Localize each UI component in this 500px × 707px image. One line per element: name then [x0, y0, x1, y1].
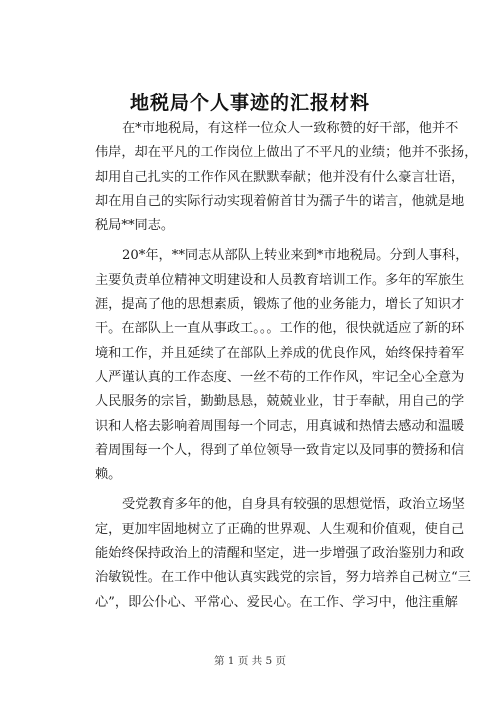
document-title: 地税局个人事迹的汇报材料 [129, 92, 370, 114]
paragraph-line: 却用自己扎实的工作作风在默默奉献；他并没有什么豪言壮语， [95, 169, 465, 185]
paragraph-line: 心”，即公仆心、平常心、爱民心。在工作、学习中，他注重解 [95, 594, 458, 610]
paragraph-line: 干。在部队上一直从事政工。。。工作的他，很快就适应了新的环 [95, 321, 465, 337]
page-footer: 第 1 页 共 5 页 [213, 655, 287, 667]
paragraph-line: 识和人格去影响着周围每一个同志，用真诚和热情去感动和温暖 [95, 418, 465, 434]
paragraph-3 [95, 493, 471, 614]
paragraph-line: 着周围每一个人，得到了单位领导一致肯定以及同事的赞扬和信 [95, 442, 465, 458]
paragraph-line: 涯，提高了他的思想素质，锻炼了他的业务能力，增长了知识才 [95, 297, 465, 313]
paragraph-2 [95, 244, 469, 487]
paragraph-1 [95, 117, 478, 238]
paragraph-line: 定，更加牢固地树立了正确的世界观、人生观和价值观，使自己 [95, 521, 465, 537]
paragraph-line: 伟岸，却在平凡的工作岗位上做出了不平凡的业绩；他并不张扬， [95, 145, 478, 161]
paragraph-line: 在*市地税局，有这样一位众人一致称赞的好干部，他并不 [122, 121, 459, 136]
paragraph-line: 境和工作，并且延续了在部队上养成的优良作风，始终保持着军 [95, 345, 465, 361]
paragraph-line: 主要负责单位精神文明建设和人员教育培训工作。多年的军旅生 [95, 272, 465, 288]
paragraph-line: 能始终保持政治上的清醒和坚定，进一步增强了政治鉴别力和政 [95, 546, 465, 562]
paragraph-line: 赖。 [95, 467, 122, 483]
paragraph-line: 人严谨认真的工作态度、一丝不苟的工作作风，牢记全心全意为 [95, 369, 465, 385]
paragraph-line: 受党教育多年的他，自身具有较强的思想觉悟，政治立场坚 [122, 497, 465, 513]
paragraph-line: 治敏锐性。在工作中他认真实践党的宗旨，努力培养自己树立“三 [95, 570, 471, 586]
paragraph-line: 20*年，**同志从部队上转业来到*市地税局。分到人事科， [122, 248, 469, 264]
paragraph-line: 却在用自己的实际行动实现着俯首甘为孺子牛的诺言，他就是地 [95, 193, 465, 209]
paragraph-line: 人民服务的宗旨，勤勤恳恳，兢兢业业，甘于奉献，用自己的学 [95, 394, 465, 410]
paragraph-line: 税局**同志。 [95, 218, 175, 234]
document-body [95, 117, 478, 615]
